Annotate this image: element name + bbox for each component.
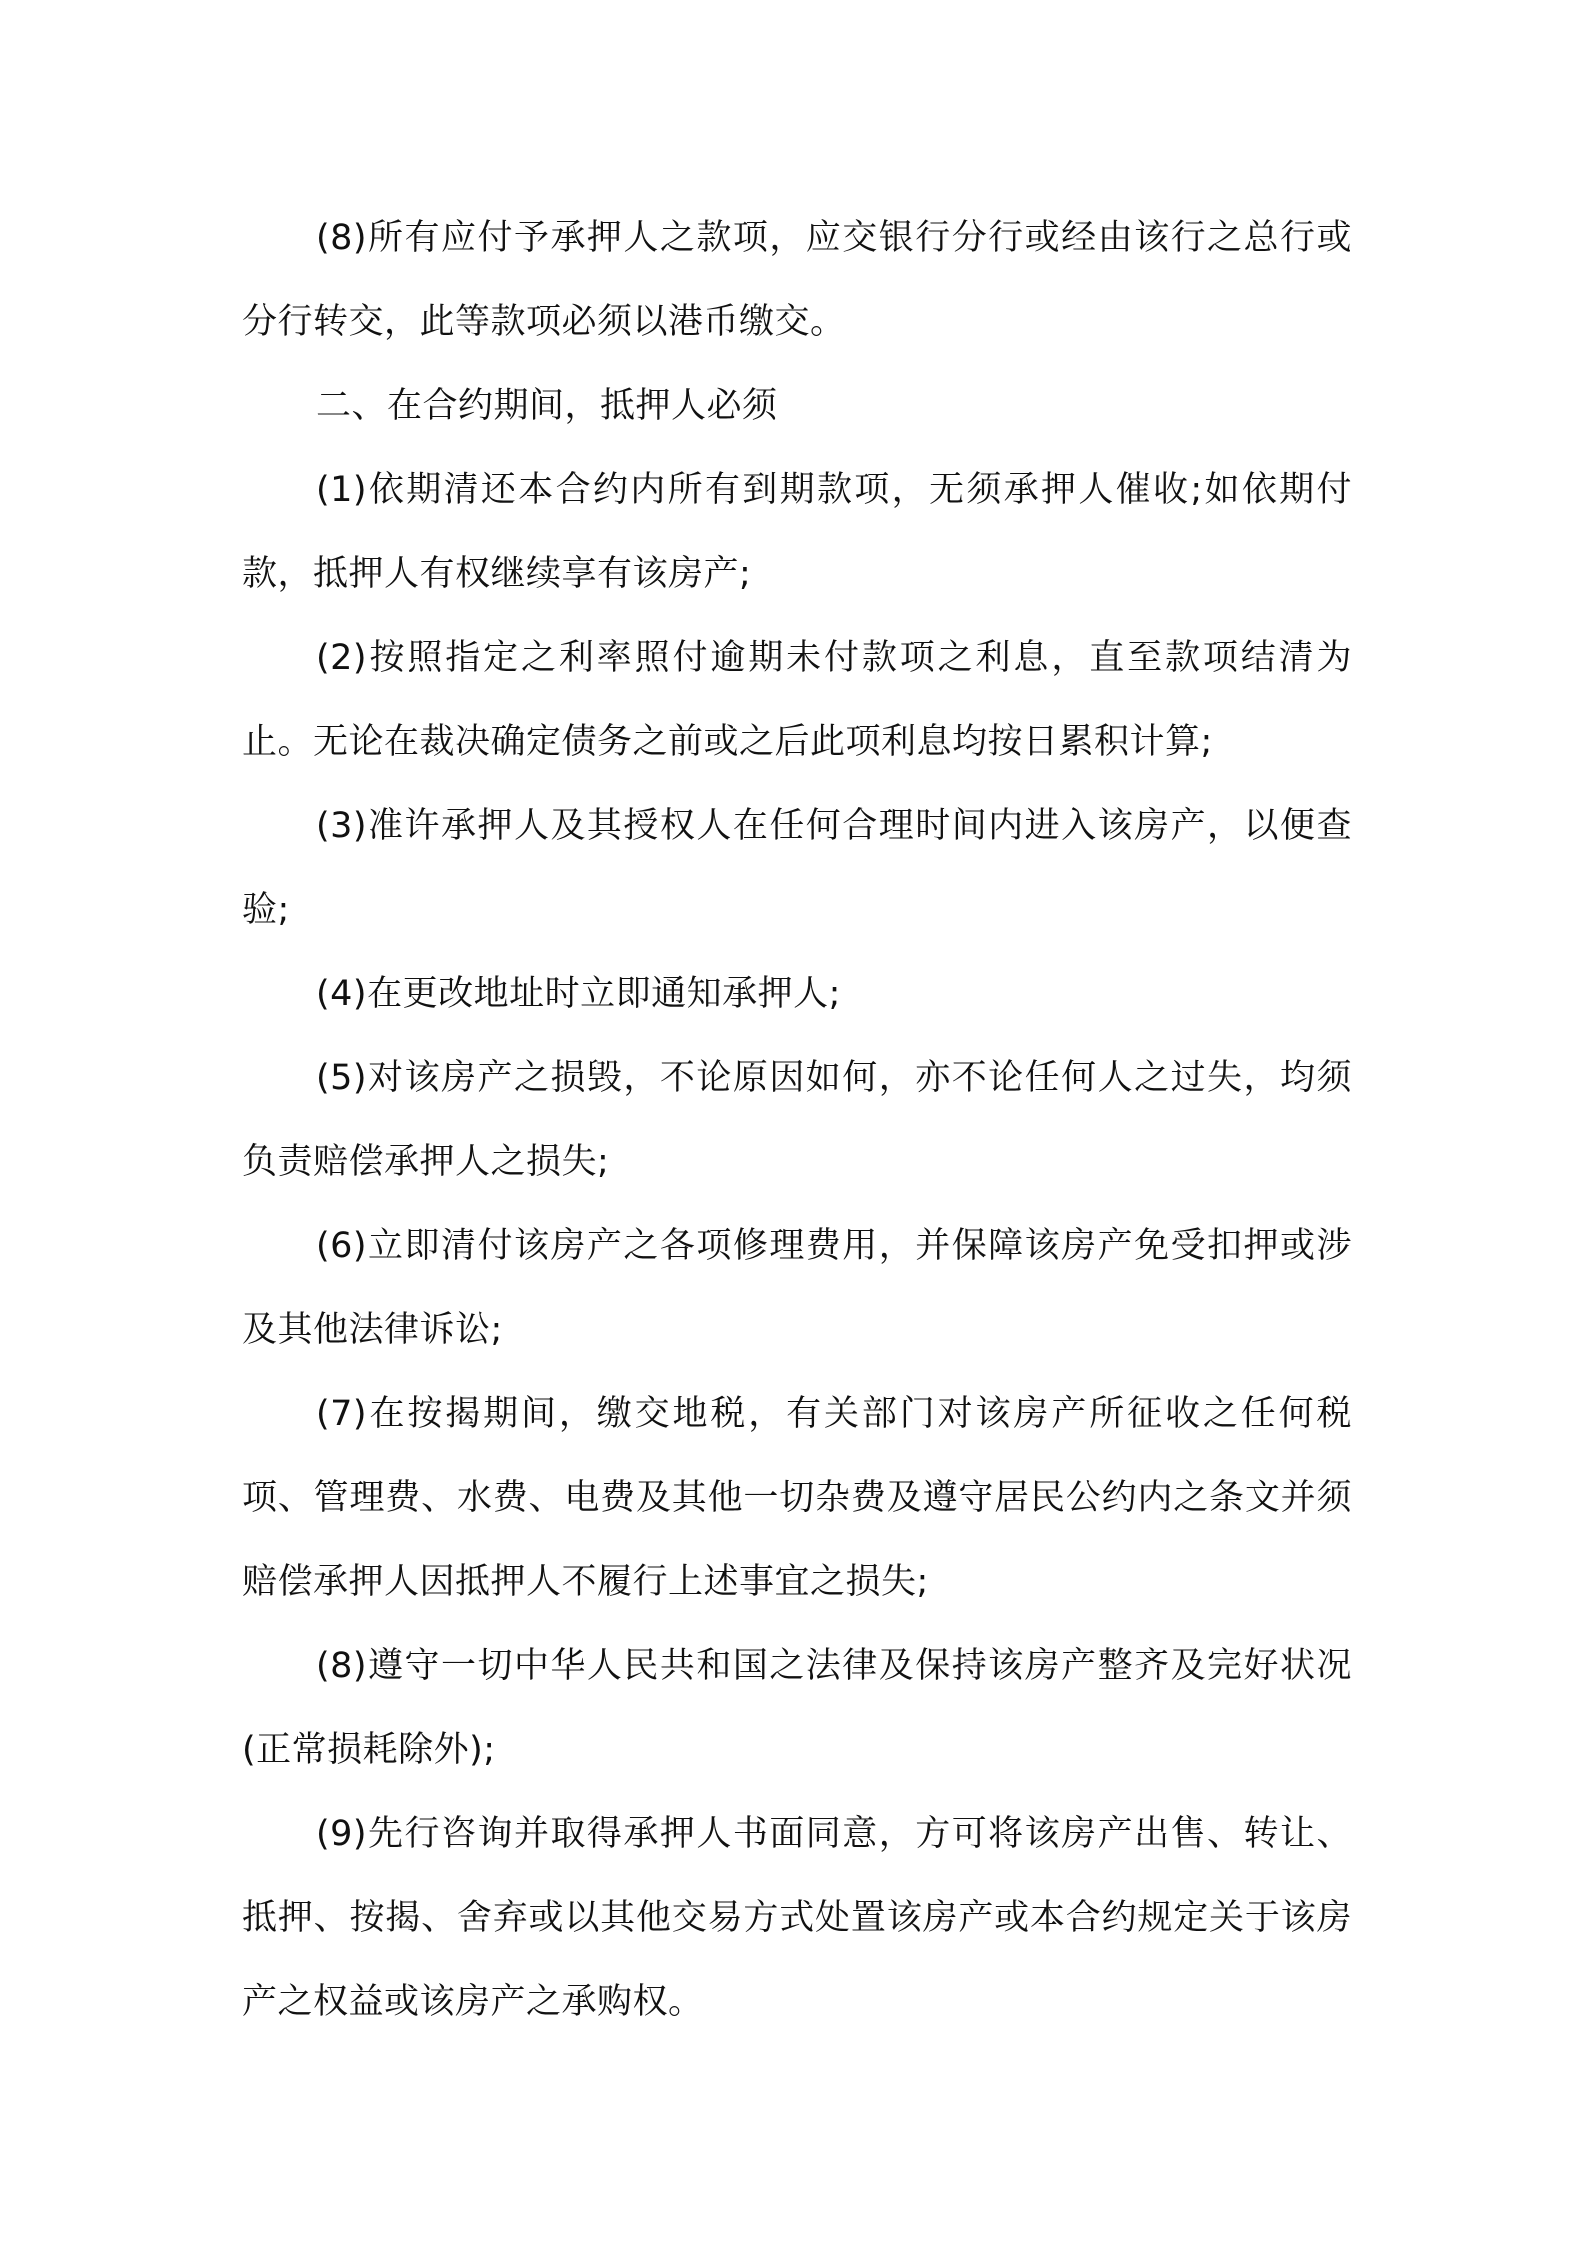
paragraph-clause-6: (6)立即清付该房产之各项修理费用，并保障该房产免受扣押或涉及其他法律诉讼;: [242, 1226, 1352, 1350]
paragraph-clause-9: (9)先行咨询并取得承押人书面同意，方可将该房产出售、转让、抵押、按揭、舍弃或以其他交易方式处置该房产或本合约规定关于该房产之权益或该房产之承购权。: [242, 1814, 1352, 2022]
document-body: [242, 196, 1352, 2044]
paragraph-clause-8-payment: (8)所有应付予承押人之款项，应交银行分行或经由该行之总行或分行转交，此等款项必须以港币缴交。: [242, 218, 1352, 342]
paragraph-clause-7: (7)在按揭期间，缴交地税，有关部门对该房产所征收之任何税项、管理费、水费、电费及其他一切杂费及遵守居民公约内之条文并须赔偿承押人因抵押人不履行上述事宜之损失;: [242, 1394, 1352, 1602]
paragraph-clause-1: (1)依期清还本合约内所有到期款项，无须承押人催收;如依期付款，抵押人有权继续享有该房产;: [242, 470, 1352, 594]
paragraph-clause-3: (3)准许承押人及其授权人在任何合理时间内进入该房产，以便查验;: [242, 806, 1352, 930]
paragraph-clause-2: (2)按照指定之利率照付逾期未付款项之利息，直至款项结清为止。无论在裁决确定债务之前或之后此项利息均按日累积计算;: [242, 638, 1352, 762]
section-heading-two: 二、在合约期间，抵押人必须: [316, 386, 778, 426]
paragraph-clause-5: (5)对该房产之损毁，不论原因如何，亦不论任何人之过失，均须负责赔偿承押人之损失;: [242, 1058, 1352, 1182]
paragraph-clause-4: (4)在更改地址时立即通知承押人;: [316, 974, 841, 1014]
paragraph-clause-8: (8)遵守一切中华人民共和国之法律及保持该房产整齐及完好状况(正常损耗除外);: [242, 1646, 1352, 1770]
